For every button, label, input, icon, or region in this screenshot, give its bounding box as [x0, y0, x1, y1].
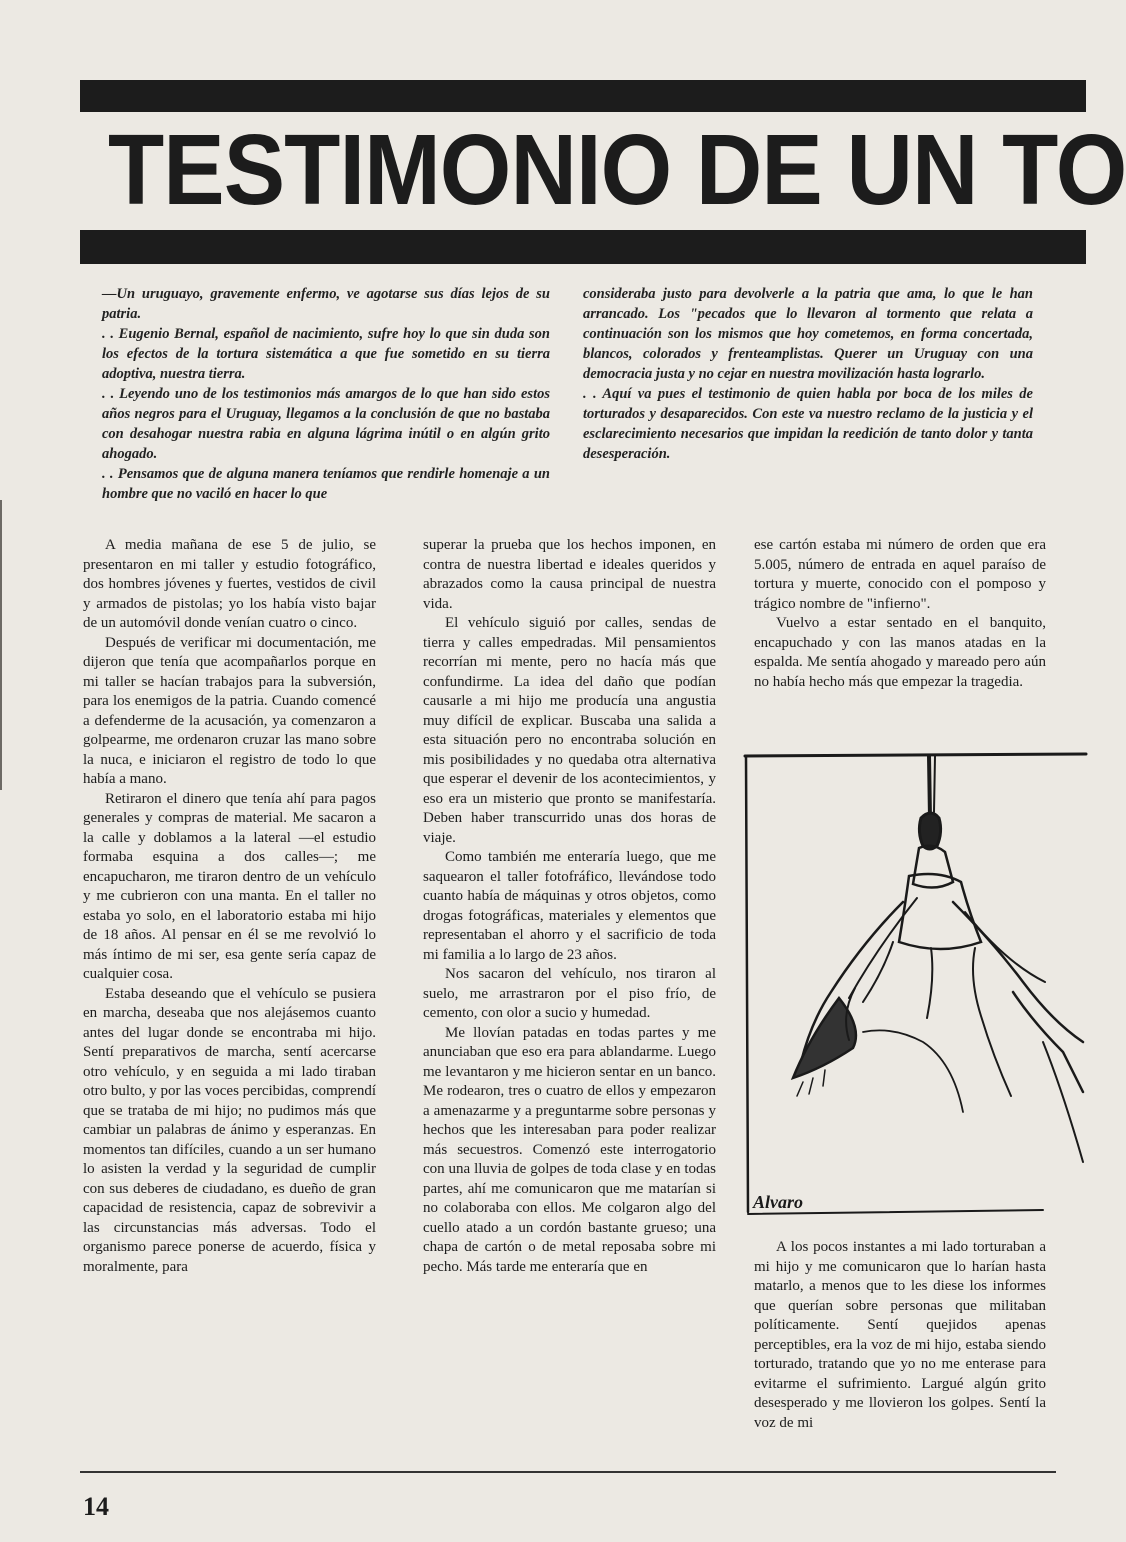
intro-paragraph: . . Pensamos que de alguna manera teníamos que rendirle homenaje a un hombre que no vaciló en hacer lo que	[102, 466, 550, 502]
body-paragraph: ese cartón estaba mi número de orden que era 5.005, número de entrada en aquel paraíso de tortura y muerte, conocido con el pomposo y trágico nombre de "infierno".	[754, 537, 1046, 612]
intro-paragraph: consideraba justo para devolverle a la patria que ama, lo que le han arrancado. Los "pecados que lo llevaron al tormento que relata a continuación son los mismos que hoy cometemos, en forma concertada, blancos, colorados y frenteamplistas. Querer un Uruguay con una democracia justa y no cejar en nuestra movilización hasta lograrlo.	[583, 286, 1033, 382]
body-paragraph: El vehículo siguió por calles, sendas de tierra y calles empedradas. Mil pensamientos recorrían mi mente, pero no hacía más que confundirme. La idea del daño que podían causarle a mi hijo me producía una angustia muy difícil de explicar. Buscaba una salida a esta situación pero no encontraba solución en mis posibilidades y no quedaba otra alternativa que esperar el devenir de los acontecimientos, y eso era un misterio que pronto se manifestaría. Deben haber transcurrido unas dos horas de viaje.	[423, 615, 716, 846]
body-column-1	[83, 536, 376, 1277]
intro-paragraph: —Un uruguayo, gravemente enfermo, ve agotarse sus días lejos de su patria.	[102, 286, 550, 322]
page-title: TESTIMONIO DE UN TO	[108, 114, 1126, 226]
body-paragraph: Estaba deseando que el vehículo se pusiera en marcha, deseaba que nos alejásemos cuanto antes del lugar donde se encontraba mi hijo. Sentí preparativos de marcha, sentí acercarse otro vehículo, y en seguida a mi lado tiraban otro bulto, y por las voces percibidas, comprendí que se trataba de mi hijo; no pudimos más que cambiar un palabras de ánimo y esperanzas. En momentos tan difíciles, cuando a un ser humano lo asisten la verdad y la seguridad de cumplir con sus deberes de ciudadano, es dueño de gran capacidad de resistencia, capaz de sobrevivir a las circunstancias más adversas. Todo el organismo parece ponerse de acuerdo, física y moralmente, para	[83, 985, 376, 1275]
body-paragraph: A los pocos instantes a mi lado torturaban a mi hijo y me comunicaron que lo harían hasta matarlo, a menos que to les diese los informes que querían sobre personas que militaban políticamente. Sentí quejidos apenas perceptibles, era la voz de mi hijo, estaba siendo torturado, tratando que yo no me enterase para evitarme el sufrimiento. Largué algún grito desesperado y me llovieron los golpes. Sentí la voz de mi	[754, 1239, 1046, 1431]
body-column-3-top	[754, 536, 1046, 692]
intro-paragraph: . . Leyendo uno de los testimonios más amargos de lo que han sido estos años negros para el Uruguay, llegamos a la conclusión de que no bastaba con desahogar nuestra rabia en alguna lágrima inútil o en algún grito ahogado.	[102, 386, 550, 462]
body-column-3-bottom	[754, 1238, 1046, 1433]
intro-right-column	[583, 284, 1033, 464]
body-column-2	[423, 536, 716, 1277]
intro-paragraph: . . Eugenio Bernal, español de nacimiento, sufre hoy lo que sin duda son los efectos de la tortura sistemática a que fue sometido en su tierra adoptiva, nuestra tierra.	[102, 326, 550, 382]
margin-rule	[0, 500, 2, 790]
page-number: 14	[83, 1492, 109, 1521]
intro-paragraph: . . Aquí va pues el testimonio de quien habla por boca de los miles de torturados y desaparecidos. Con este va nuestro reclamo de la justicia y el esclarecimiento necesarios que impidan la reedición de tanto dolor y tanta desesperación.	[583, 386, 1033, 462]
illustration-signature: Alvaro	[753, 1192, 804, 1212]
title-bar-top	[80, 80, 1086, 112]
body-paragraph: Me llovían patadas en todas partes y me anunciaban que eso era para ablandarme. Luego me levantaron y me hicieron sentar en un banco. Me rodearon, tres o cuatro de ellos y empezaron a amenazarme y a preguntarme sobre personas y hechos que les interesaban para poder realizar más secuestros. Comenzó este interrogatorio con una lluvia de golpes de toda clase y en todas partes, ahí me comunicaron que me matarían si no colaboraba con ellos. Me colgaron algo del cuello atado a un cordón bastante grueso; una chapa de cartón o de metal reposaba sobre mi pecho. Más tarde me enteraría que en	[423, 1024, 716, 1275]
body-paragraph: Retiraron el dinero que tenía ahí para pagos generales y compras de material. Me sacaron a la calle y doblamos a la lateral —el estudio formaba esquina a dos calles—; me encapucharon, me tiraron dentro de un vehículo y me cubrieron con una manta. En el taller no estaba yo solo, en el laboratorio estaba mi hijo de 18 años. Al pensar en él se me revolvió lo más íntimo de mi ser, esa gente sería capaz de cualquier cosa.	[83, 790, 376, 982]
intro-left-column	[102, 284, 550, 504]
body-paragraph: Después de verificar mi documentación, me dijeron que tenía que acompañarlos porque en mi taller se hacían trabajos para la subversión, para los enemigos de la patria. Cuando comencé a defenderme de la acusación, ya comenzaron a golpearme, me ordenaron cruzar las mano sobre la nuca, e iniciaron el registro de todo lo que había a mano.	[83, 634, 376, 787]
bottom-rule	[80, 1471, 1056, 1473]
body-paragraph: superar la prueba que los hechos imponen, en contra de nuestra libertad e ideales queridos y abrazados como la causa principal de nuestra vida.	[423, 537, 716, 612]
body-paragraph: Como también me enteraría luego, que me saquearon el taller fotofráfico, llevándose todo cuanto había de máquinas y otros objetos, como drogas fotográficas, materiales y elementos que representaban el ahorro y el sacrificio de toda mi familia a lo largo de 23 años.	[423, 849, 716, 963]
body-paragraph: Nos sacaron del vehículo, nos tiraron al suelo, me arrastraron por el piso frío, de cemento, con olor a sucio y humedad.	[423, 966, 716, 1021]
title-bar-bottom	[80, 230, 1086, 264]
hanging-figure-illustration	[743, 752, 1086, 1218]
body-paragraph: Vuelvo a estar sentado en el banquito, encapuchado y con las manos atadas en la espalda. Me sentía ahogado y mareado pero aún no había hecho más que empezar la tragedia.	[754, 615, 1046, 690]
body-paragraph: A media mañana de ese 5 de julio, se presentaron en mi taller y estudio fotográfico, dos hombres jóvenes y fuertes, vestidos de civil y armados de pistolas; yo los había visto bajar de un automóvil donde venían cuatro o cinco.	[83, 537, 376, 631]
